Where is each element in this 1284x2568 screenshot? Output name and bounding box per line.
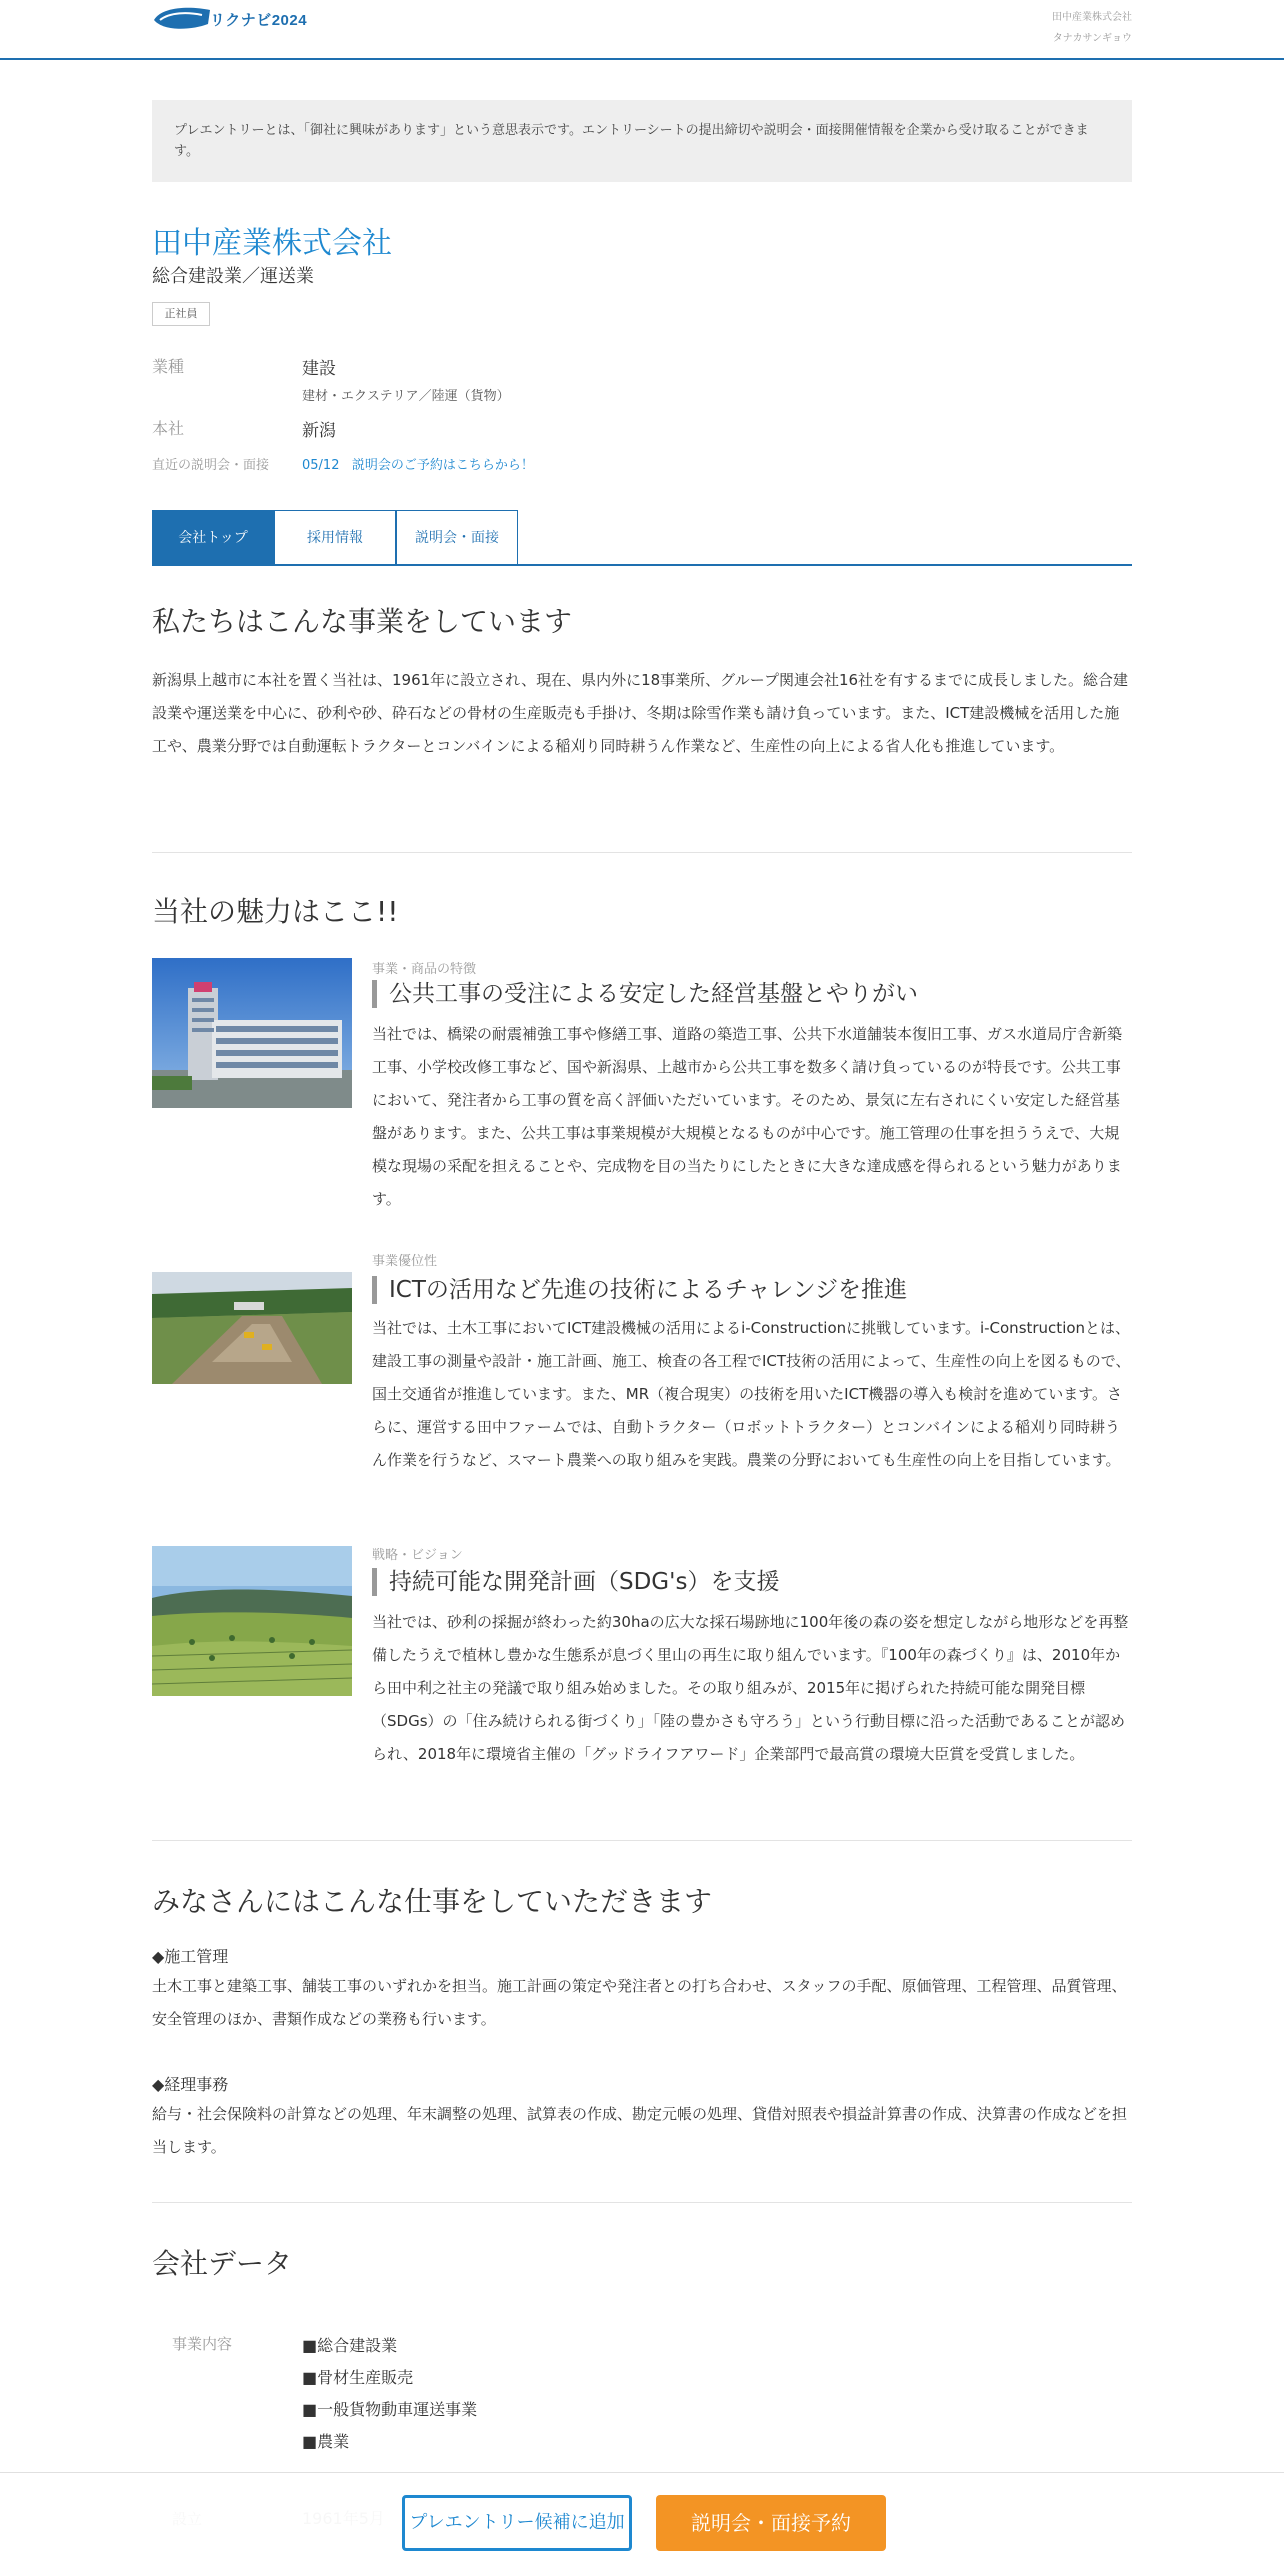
business-content-item: ■一般貨物動車運送事業 (302, 2400, 478, 2419)
tab-recruit-info[interactable]: 採用情報 (274, 510, 396, 564)
seminar-date: 05/12 (302, 458, 340, 473)
business-body: 新潟県上越市に本社を置く当社は、1961年に設立され、現在、県内外に18事業所、グループ関連会社16社を有するまでに成長しました。総合建設業や運送業を中心に、砂利や砂、砕石などの骨材の生産販売も手掛け、冬期は除雪作業も請け負っています。また、ICT建設機械を活用した施工や、農業分野では自動運転トラクターとコンバインによる稲刈り同時耕うん作業など、生産性の向上による省人化も推進しています。 (152, 671, 1129, 755)
job-2-body: 給与・社会保険料の計算などの処理、年末調整の処理、試算表の作成、勘定元帳の処理、貸借対照表や損益計算書の作成、決算書の作成などを担当します。 (152, 2105, 1128, 2156)
seminar-link-text: 説明会のご予約はこちらから！ (351, 458, 534, 473)
logo-text: リクナビ2024 (210, 12, 308, 29)
construction-site-photo (152, 1272, 352, 1384)
charm-3-body: 当社では、砂利の採掘が終わった約30haの広大な採石場跡地に100年後の森の姿を想定しながら地形などを再整備したうえで植林し豊かな生態系が息づく里山の再生に取り組んでいます。『100年の森づくり』は、2010年から田中利之社主の発議で取り組み始めました。その取り組みが、2015年に掲げられた持続可能な開発目標（SDGs）の「住み続けられる街づくり」「陸の豊かさも守ろう」という行動目標に沿った活動であることが認められ、2018年に環境省主催の「グッドライフアワード」企業部門で最高賞の環境大臣賞を受賞しました。 (372, 1613, 1129, 1763)
business-content-item: ■農業 (302, 2432, 350, 2451)
rikunabi-logo[interactable] (152, 4, 308, 32)
seminar-link[interactable] (302, 454, 534, 473)
industry-label: 業種 (152, 357, 185, 376)
preentry-notice: プレエントリーとは、「御社に興味があります」という意思表示です。エントリーシートの提出締切や説明会・面接開催情報を企業から受け取ることができます。 (152, 100, 1132, 182)
charm-1-body: 当社では、橋梁の耐震補強工事や修繕工事、道路の築造工事、公共下水道舗装本復旧工事、ガス水道局庁舎新築工事、小学校改修工事など、国や新潟県、上越市から公共工事を数多く請け負っているのが特長です。公共工事において、発注者から工事の質を高く評価いただいています。そのため、景気に左右されにくい安定した経営基盤があります。また、公共工事は事業規模が大規模となるものが中心です。施工管理の仕事を担ううえで、大規模な現場の采配を担えることや、完成物を目の当たりにしたときに大きな達成感を得られるという魅力があります。 (372, 1025, 1123, 1208)
charm-2-title: ICTの活用など先進の技術によるチャレンジを推進 (372, 1276, 907, 1304)
job-1-title: ◆施工管理 (152, 1947, 229, 1966)
charm-heading: 当社の魅力はここ!! (152, 895, 399, 928)
company-title: 田中産業株式会社 (152, 226, 392, 261)
job-2-title: ◆経理事務 (152, 2075, 229, 2094)
section-divider (152, 2202, 1132, 2203)
business-content-label: 事業内容 (172, 2335, 233, 2353)
employment-badge: 正社員 (152, 302, 210, 326)
seminar-label: 直近の説明会・面接 (152, 458, 270, 473)
preentry-button[interactable]: プレエントリー候補に追加 (402, 2495, 632, 2551)
section-divider (152, 1840, 1132, 1841)
business-content-item: ■総合建設業 (302, 2336, 398, 2355)
charm-2-body: 当社では、土木工事においてICT建設機械の活用によるi-Constructionに挑戦しています。i-Constructionとは、建設工事の測量や設計・施工計画、施工、検査の各工程でICT技術の活用によって、生産性の向上を図るもので、国土交通省が推進しています。また、MR（複合現実）の技術を用いたICT機器の導入も検討を進めています。さらに、運営する田中ファームでは、自動トラクター（ロボットトラクター）とコンバインによる稲刈り同時耕うん作業を行うなど、スマート農業への取り組みを実践。農業の分野においても生産性の向上を目指しています。 (372, 1319, 1131, 1469)
industry-sub: 建材・エクステリア／陸運（貨物） (302, 389, 510, 404)
company-tabs (152, 510, 1132, 566)
header-company-name: 田中産業株式会社 (1052, 12, 1132, 23)
industry-value: 建設 (302, 359, 336, 379)
charm-1-category: 事業・商品の特徴 (372, 962, 477, 977)
business-content-item: ■骨材生産販売 (302, 2368, 414, 2387)
office-building-photo (152, 958, 352, 1108)
charm-3-category: 戦略・ビジョン (372, 1548, 463, 1563)
section-divider (152, 852, 1132, 853)
hq-label: 本社 (152, 419, 185, 438)
charm-2-category: 事業優位性 (372, 1254, 438, 1269)
sticky-action-bar (0, 2472, 1284, 2568)
business-content-list (302, 2330, 902, 2458)
site-header (0, 0, 1284, 60)
hq-value: 新潟 (302, 421, 336, 441)
seminar-reserve-button[interactable]: 説明会・面接予約 (656, 2495, 886, 2551)
tab-company-top[interactable]: 会社トップ (152, 510, 274, 564)
tab-seminar[interactable]: 説明会・面接 (396, 510, 518, 564)
company-data-heading: 会社データ (152, 2247, 293, 2280)
header-company-kana: タナカサンギョウ (1052, 33, 1132, 44)
company-industry-summary: 総合建設業／運送業 (152, 266, 314, 287)
jobs-heading: みなさんにはこんな仕事をしていただきます (152, 1885, 713, 1918)
charm-1-title: 公共工事の受注による安定した経営基盤とやりがい (372, 980, 918, 1008)
reforestation-field-photo (152, 1546, 352, 1696)
job-1-body: 土木工事と建築工事、舗装工事のいずれかを担当。施工計画の策定や発注者との打ち合わせ、スタッフの手配、原価管理、工程管理、品質管理、安全管理のほか、書類作成などの業務も行います。 (152, 1977, 1127, 2028)
charm-3-title: 持続可能な開発計画（SDG's）を支援 (372, 1568, 779, 1596)
business-heading: 私たちはこんな事業をしています (152, 605, 573, 638)
